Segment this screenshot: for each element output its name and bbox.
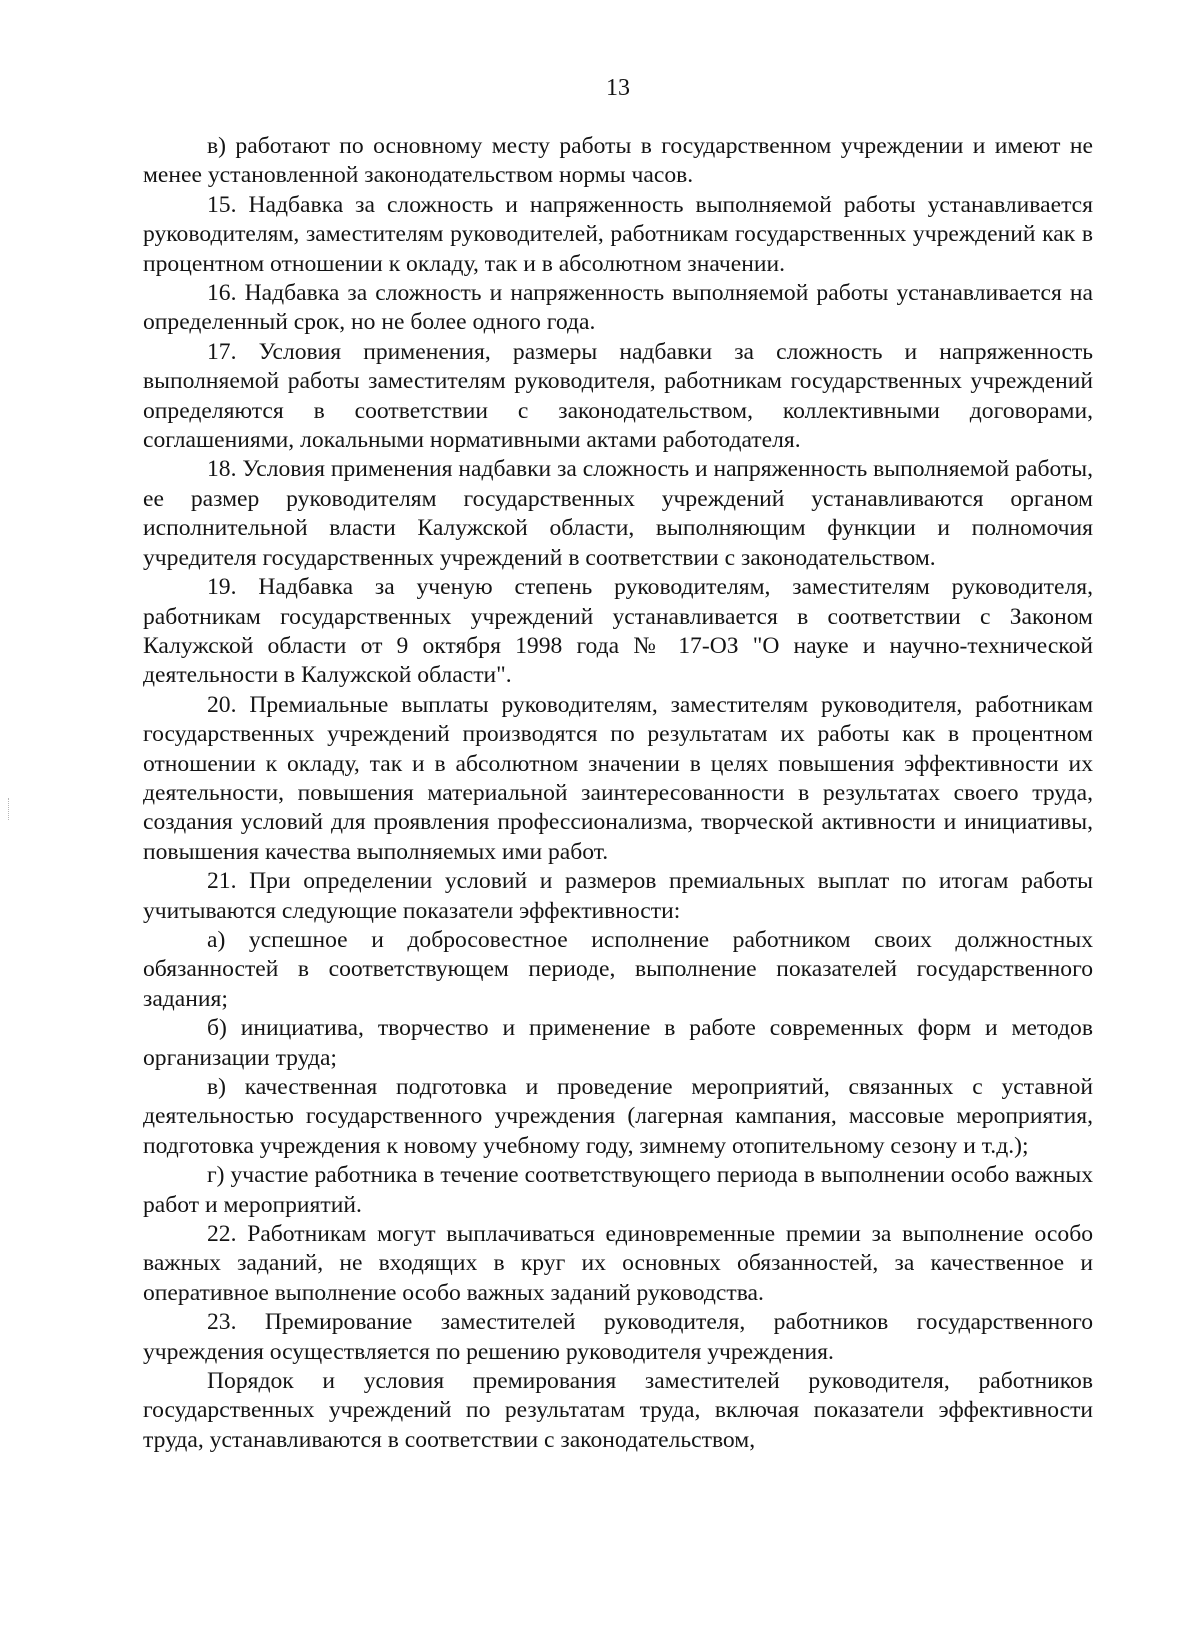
paragraph-19: 19. Надбавка за ученую степень руководителям, заместителям руководителя, работникам государственных учреждений устанавливается в соответствии с Законом Калужской области от 9 октября 1998 года № 17-ОЗ "О науке и научно-технической деятельности в Калужской области".: [143, 574, 1093, 689]
paragraph-21-a: а) успешное и добросовестное исполнение работником своих должностных обязанностей в соответствующем периоде, выполнение показателей государственного задания;: [143, 926, 1093, 1012]
paragraph-21-v: в) качественная подготовка и проведение мероприятий, связанных с уставной деятельностью государственного учреждения (лагерная кампания, массовые мероприятия, подготовка учреждения к новому учебному году, зимнему отопительному сезону и т.д.);: [143, 1074, 1093, 1159]
page-number: 13: [606, 75, 630, 101]
scan-artifact: [8, 798, 19, 820]
paragraph-21-b: б) инициатива, творчество и применение в работе современных форм и методов организации труда;: [143, 1015, 1093, 1071]
paragraph-15: 15. Надбавка за сложность и напряженность выполняемой работы устанавливается руководителям, заместителям руководителей, работникам государственных учреждений как в процентном отношении к окладу, так и в абсолютном значении.: [143, 191, 1093, 277]
paragraph-20: 20. Премиальные выплаты руководителям, заместителям руководителя, работникам государственных учреждений производятся по результатам их работы как в процентном отношении к окладу, так и в абсолютном значении в целях повышения эффективности их деятельности, повышения материальной заинтересованности в результатах своего труда, создания условий для проявления профессионализма, творческой активности и инициативы, повышения качества выполняемых ими работ.: [143, 691, 1093, 865]
paragraph-21-g: г) участие работника в течение соответствующего периода в выполнении особо важных работ и мероприятий.: [143, 1162, 1093, 1218]
paragraph-18: 18. Условия применения надбавки за сложность и напряженность выполняемой работы, ее размер руководителям государственных учреждений устанавливаются органом исполнительной власти Калужской области, выполняющим функции и полномочия учредителя государственных учреждений в соответствии с законодательством.: [143, 456, 1094, 571]
paragraph-bonus-procedure: Порядок и условия премирования заместителей руководителя, работников государственных учреждений по результатам труда, включая показатели эффективности труда, устанавливаются в соответствии с законодательством,: [143, 1368, 1093, 1453]
paragraph-16: 16. Надбавка за сложность и напряженность выполняемой работы устанавливается на определенный срок, но не более одного года.: [143, 280, 1093, 336]
document-body: [143, 132, 1093, 1455]
paragraph-v-main-workplace: в) работают по основному месту работы в государственном учреждении и имеют не менее установленной законодательством нормы часов.: [143, 133, 1093, 189]
paragraph-22: 22. Работникам могут выплачиваться единовременные премии за выполнение особо важных заданий, не входящих в круг их основных обязанностей, за качественное и оперативное выполнение особо важных заданий руководства.: [143, 1221, 1093, 1306]
paragraph-23: 23. Премирование заместителей руководителя, работников государственного учреждения осуществляется по решению руководителя учреждения.: [143, 1309, 1093, 1365]
paragraph-21: 21. При определении условий и размеров премиальных выплат по итогам работы учитываются следующие показатели эффективности:: [143, 868, 1093, 924]
paragraph-17: 17. Условия применения, размеры надбавки за сложность и напряженность выполняемой работы заместителям руководителя, работникам государственных учреждений определяются в соответствии с законодательством, коллективными договорами, соглашениями, локальными нормативными актами работодателя.: [143, 338, 1093, 454]
